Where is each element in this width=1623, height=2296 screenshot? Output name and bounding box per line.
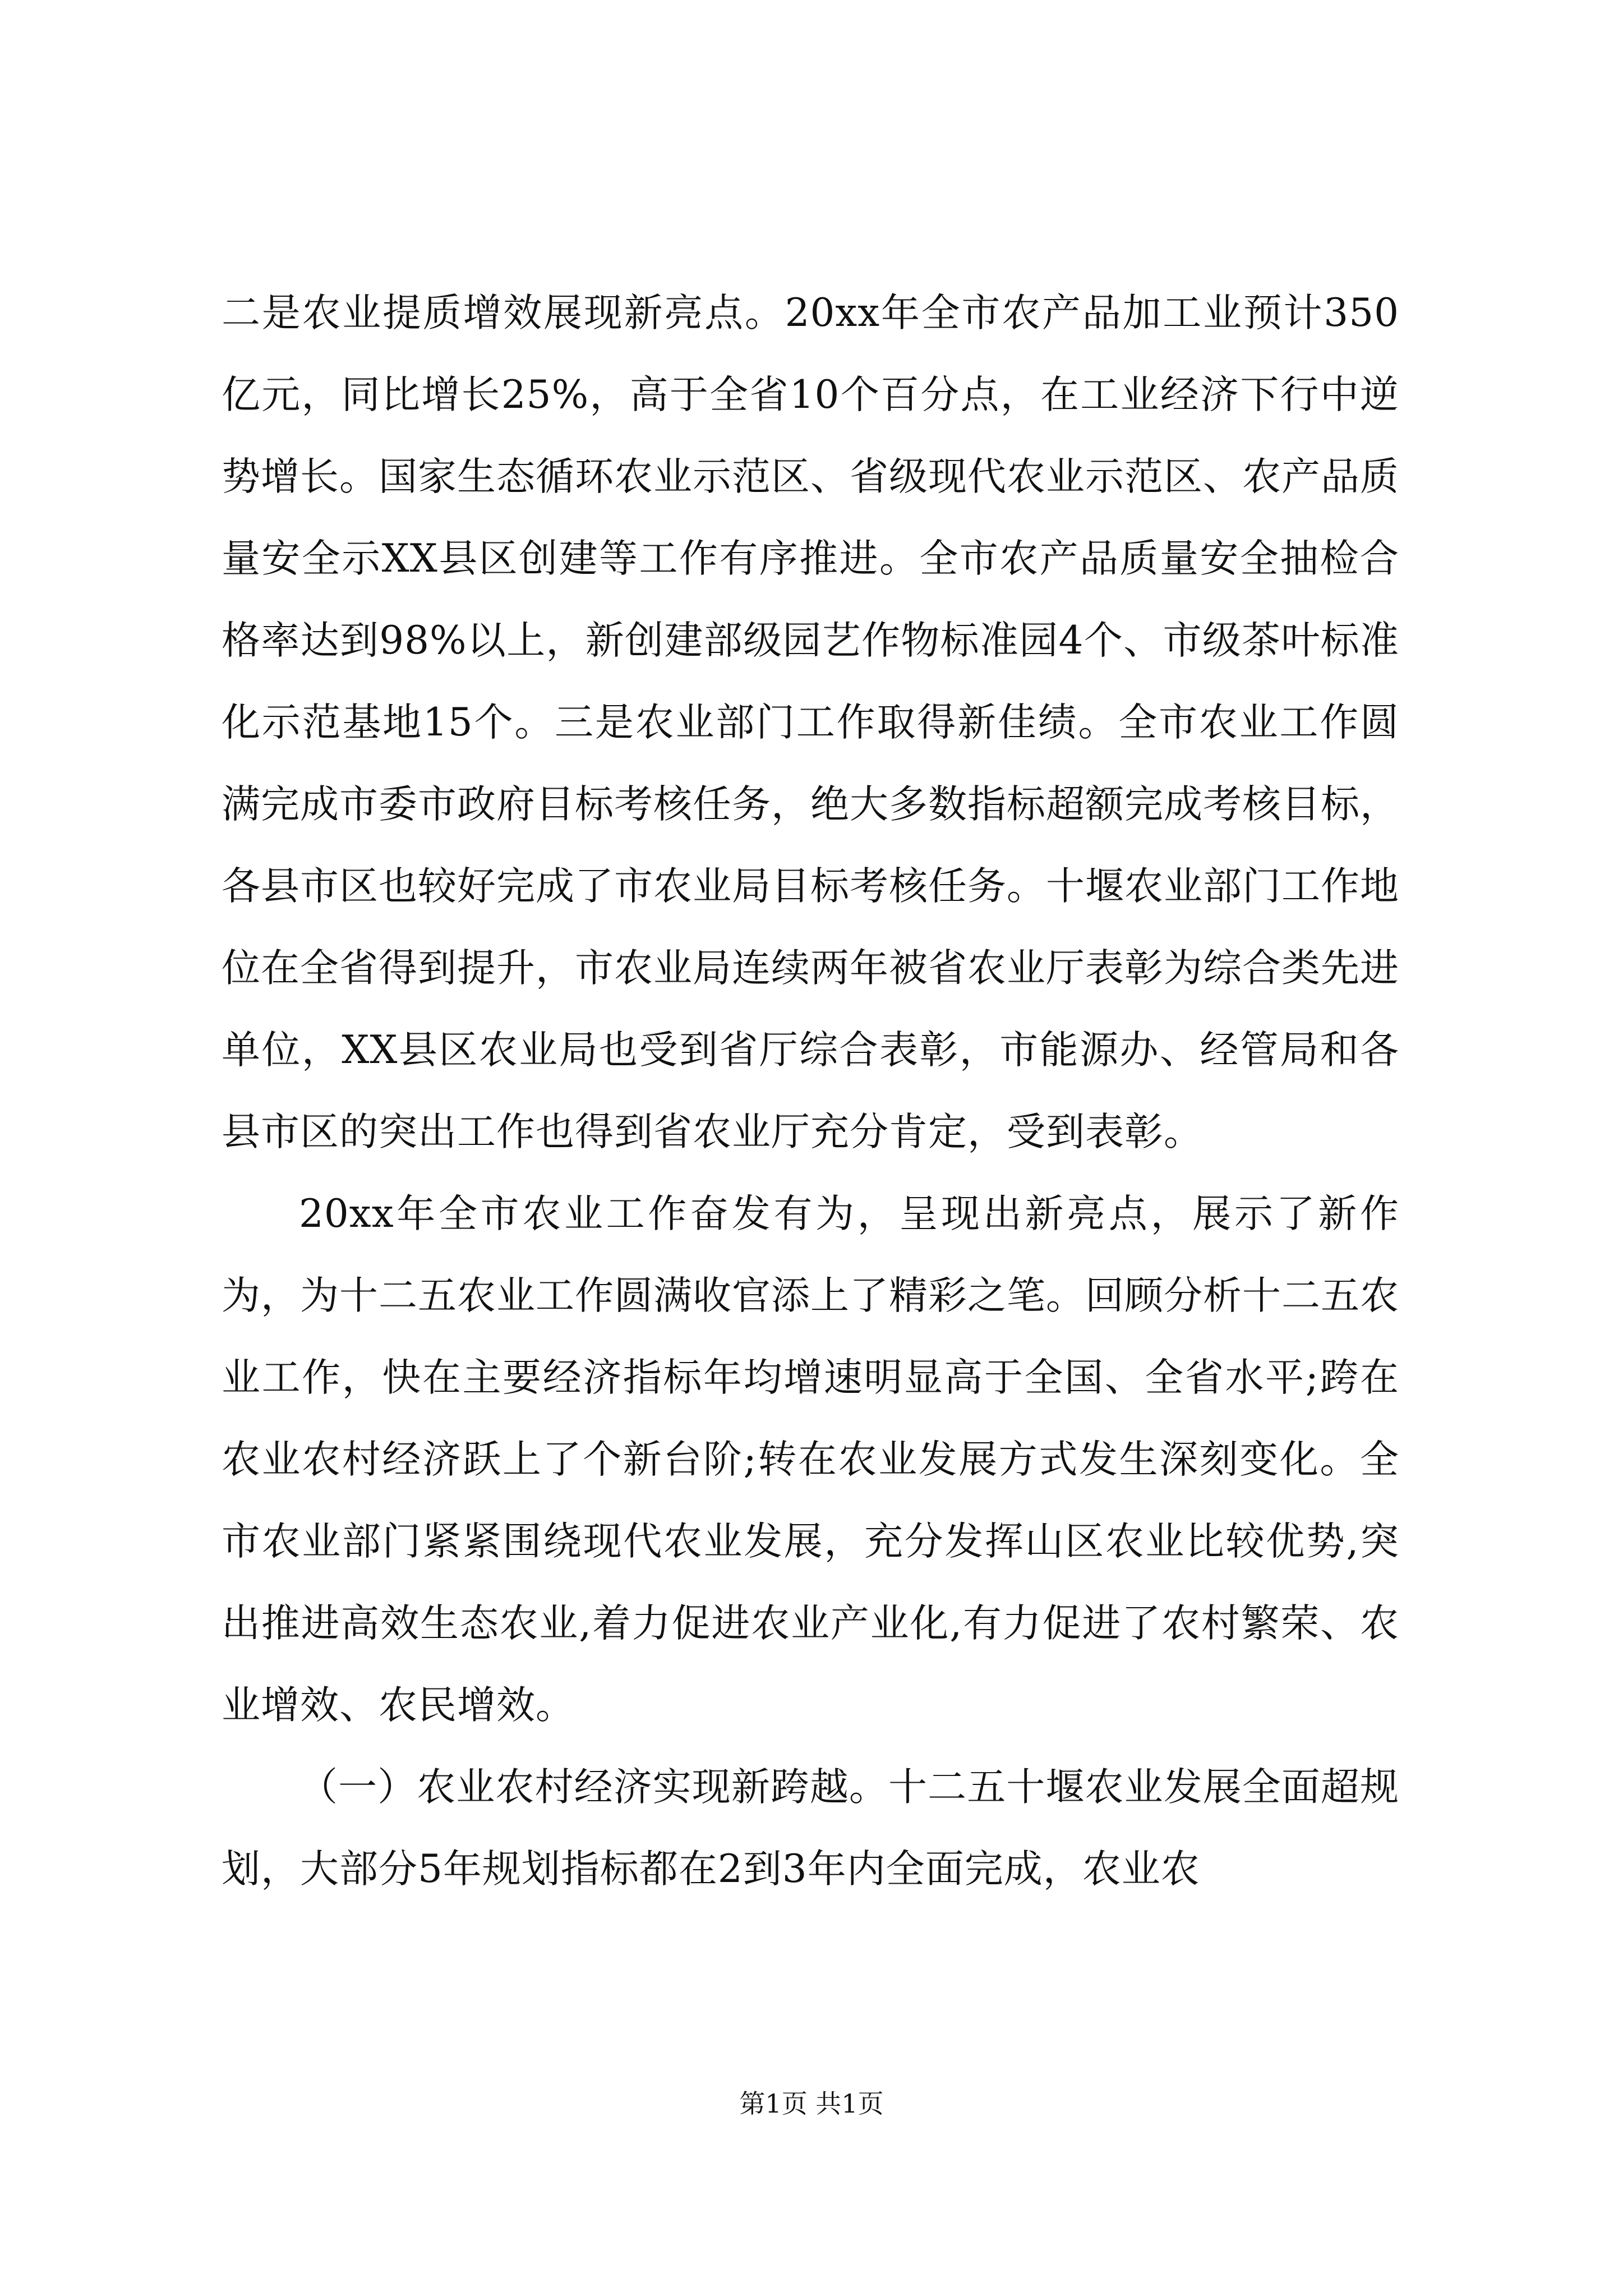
paragraph-1: 二是农业提质增效展现新亮点。20xx年全市农产品加工业预计350亿元，同比增长25%，高于全省10个百分点，在工业经济下行中逆势增长。国家生态循环农业示范区、省级现代农业示范区、农产品质量安全示XX县区创建等工作有序推进。全市农产品质量安全抽检合格率达到98%以上，新创建部级园艺作物标准园4个、市级茶叶标准化示范基地15个。三是农业部门工作取得新佳绩。全市农业工作圆满完成市委市政府目标考核任务，绝大多数指标超额完成考核目标，各县市区也较好完成了市农业局目标考核任务。十堰农业部门工作地位在全省得到提升，市农业局连续两年被省农业厅表彰为综合类先进单位，XX县区农业局也受到省厅综合表彰，市能源办、经管局和各县市区的突出工作也得到省农业厅充分肯定，受到表彰。: [222, 291, 1399, 1154]
page-footer: 第1页 共1页: [739, 2088, 884, 2119]
paragraph-2: 20xx年全市农业工作奋发有为，呈现出新亮点，展示了新作为，为十二五农业工作圆满收官添上了精彩之笔。回顾分析十二五农业工作，快在主要经济指标年均增速明显高于全国、全省水平;跨在农业农村经济跃上了个新台阶;转在农业发展方式发生深刻变化。全市农业部门紧紧围绕现代农业发展，充分发挥山区农业比较优势,突出推进高效生态农业,着力促进农业产业化,有力促进了农村繁荣、农业增效、农民增效。: [222, 1191, 1399, 1728]
document-body: [222, 272, 1399, 1910]
paragraph-3: （一）农业农村经济实现新跨越。十二五十堰农业发展全面超规划，大部分5年规划指标都在2到3年内全面完成，农业农: [222, 1765, 1399, 1892]
